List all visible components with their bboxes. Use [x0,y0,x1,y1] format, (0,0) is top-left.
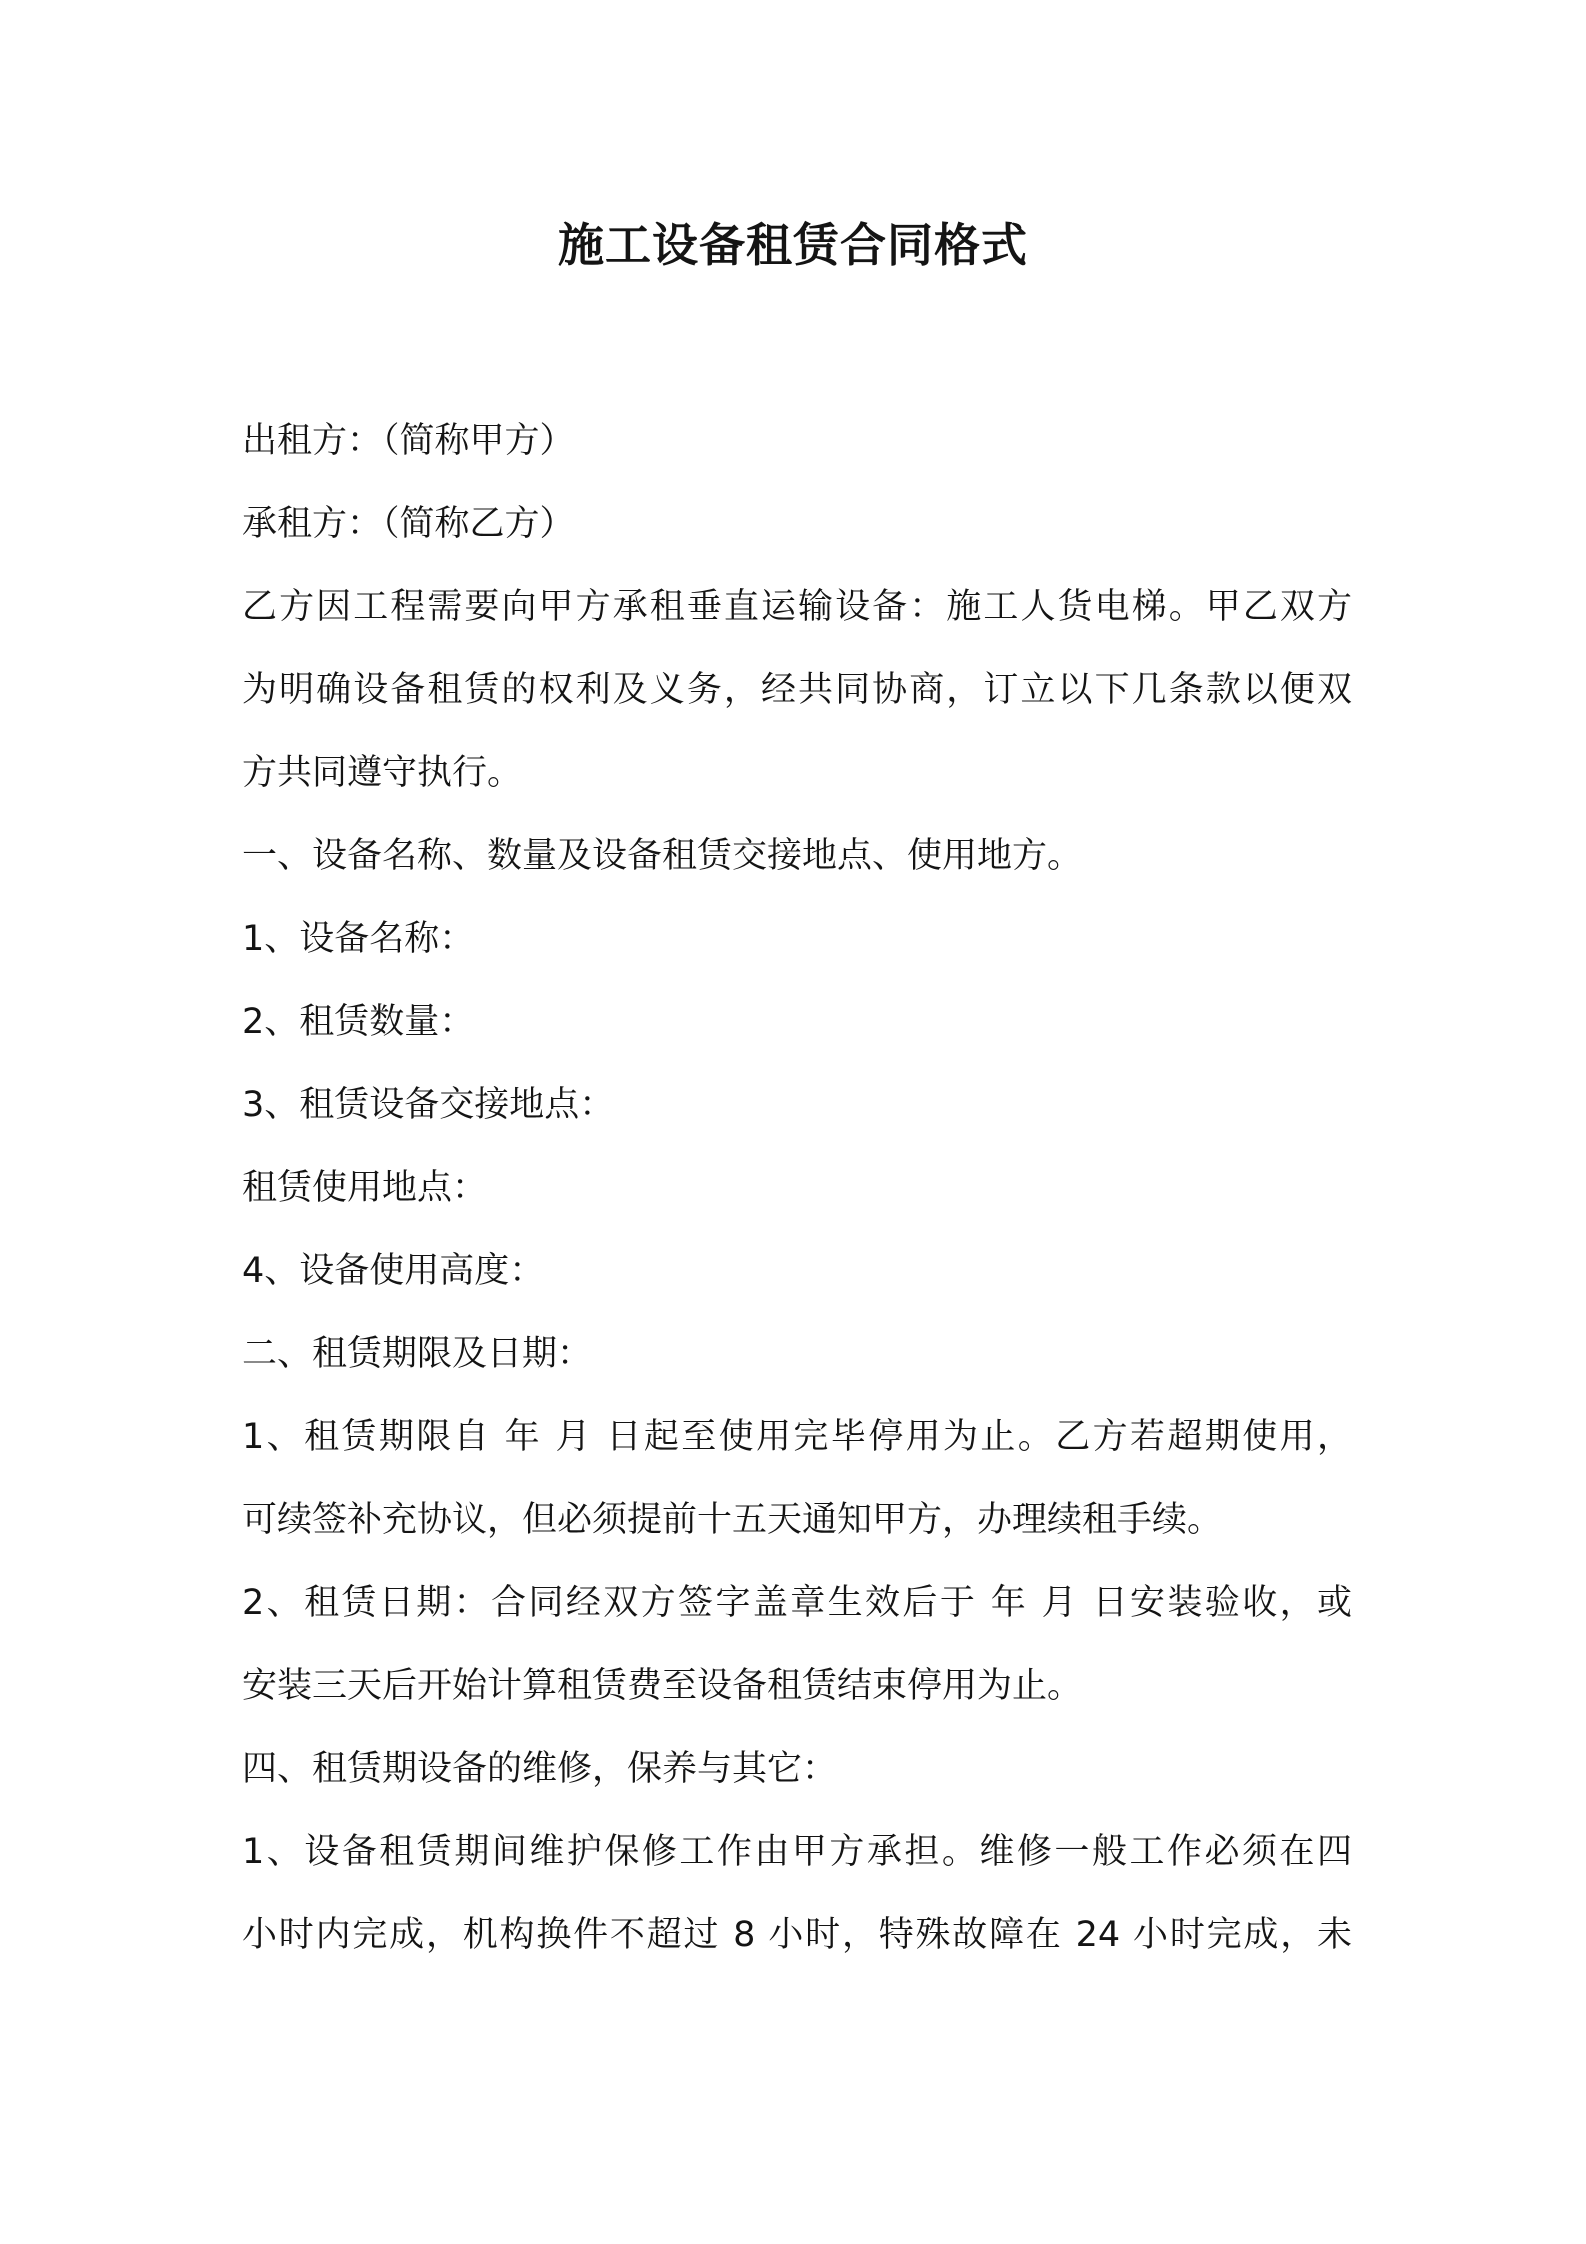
paragraph-line: 出租方：（简称甲方） [242,421,575,461]
paragraph-line: 1、设备名称： [242,919,475,959]
paragraph-line: 小时内完成，机构换件不超过 8 小时，特殊故障在 24 小时完成，未 [242,1915,1352,1955]
section-heading: 二、租赁期限及日期： [242,1334,593,1374]
section-heading: 一、设备名称、数量及设备租赁交接地点、使用地方。 [242,836,1083,876]
paragraph-line: 1、设备租赁期间维护保修工作由甲方承担。维修一般工作必须在四 [242,1832,1352,1872]
paragraph-line: 租赁使用地点： [242,1168,488,1208]
paragraph-line: 2、租赁数量： [242,1002,475,1042]
paragraph-line: 可续签补充协议，但必须提前十五天通知甲方，办理续租手续。 [242,1500,1223,1540]
document-title: 施工设备租赁合同格式 [558,218,1028,272]
section-heading: 四、租赁期设备的维修，保养与其它： [242,1749,838,1789]
paragraph-line: 乙方因工程需要向甲方承租垂直运输设备：施工人货电梯。甲乙双方 [242,587,1352,627]
paragraph-line: 4、设备使用高度： [242,1251,545,1291]
paragraph-line: 1、租赁期限自 年 月 日起至使用完毕停用为止。乙方若超期使用， [242,1417,1352,1457]
paragraph-line: 承租方：（简称乙方） [242,504,575,544]
document-body [242,400,1352,1977]
paragraph-line: 2、租赁日期：合同经双方签字盖章生效后于 年 月 日安装验收，或 [242,1583,1352,1623]
paragraph-line: 安装三天后开始计算租赁费至设备租赁结束停用为止。 [242,1666,1083,1706]
paragraph-line: 为明确设备租赁的权利及义务，经共同协商，订立以下几条款以便双 [242,670,1352,710]
paragraph-line: 方共同遵守执行。 [242,753,523,793]
paragraph-line: 3、租赁设备交接地点： [242,1085,615,1125]
